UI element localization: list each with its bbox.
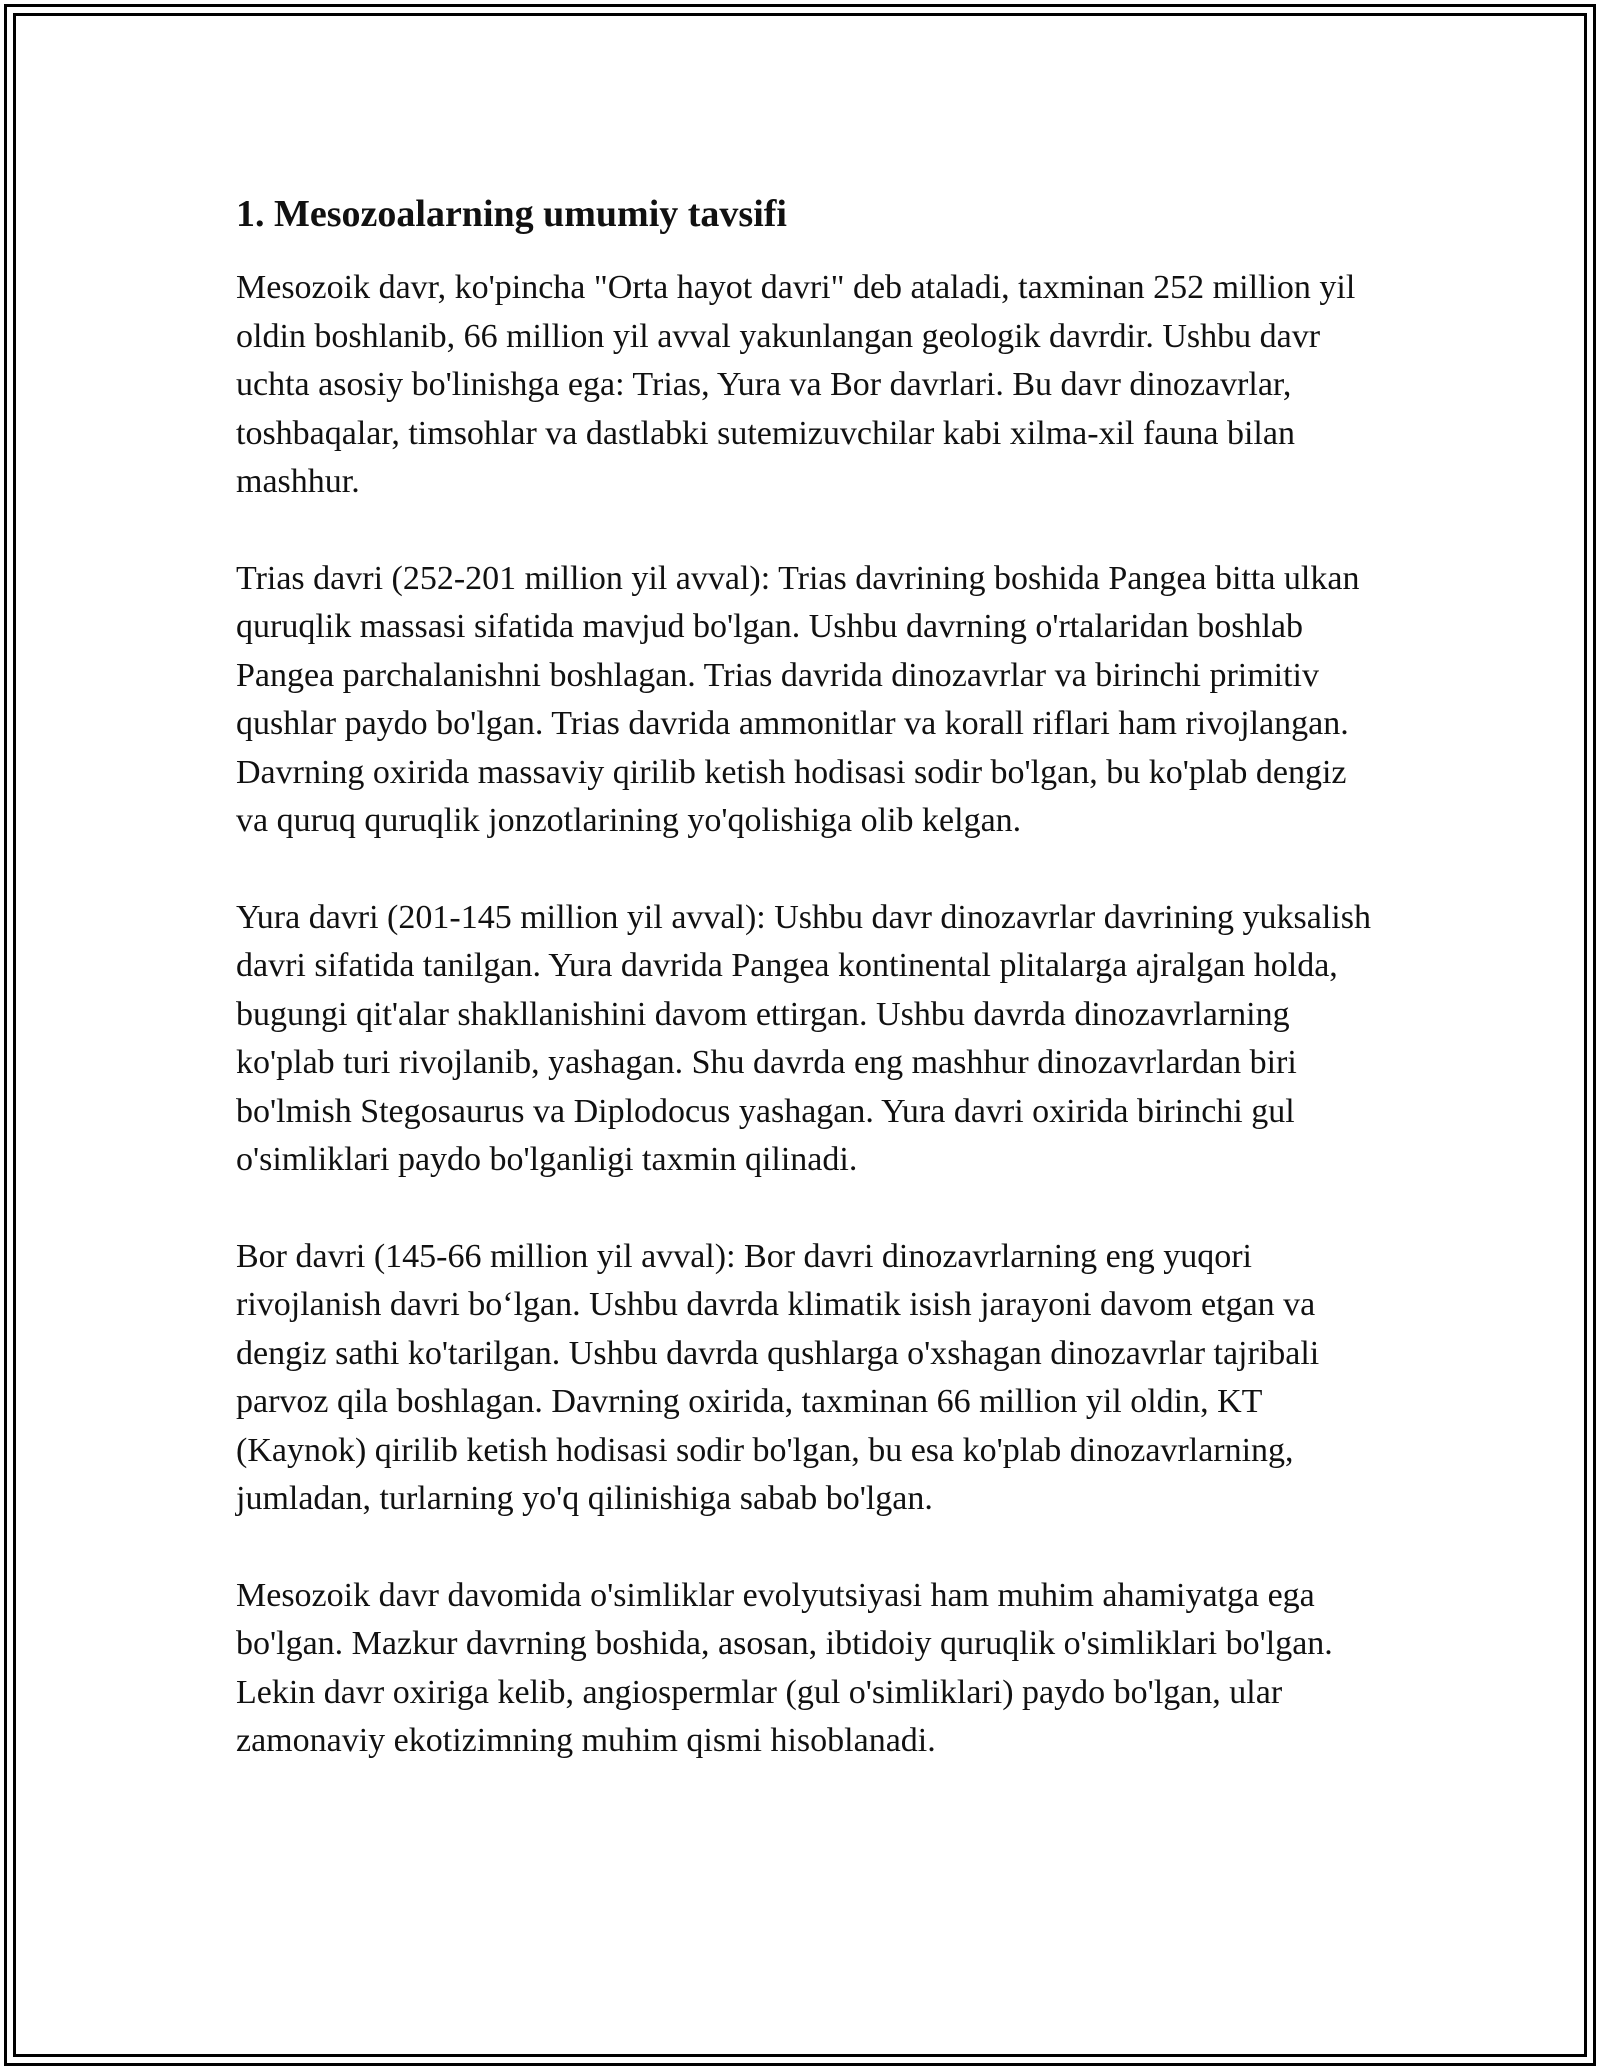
paragraph-jurassic: Yura davri (201-145 million yil avval): Ushbu davr dinozavrlar davrining yuksalish davri sifatida tanilgan. Yura davrida Pangea kontinental plitalarga ajralgan holda, bugungi qit'alar shakllanishini davom ettirgan. Ushbu davrda dinozavrlarning ko'plab turi rivojlanib, yashagan. Shu davrda eng mashhur dinozavrlardan biri bo'lmish Stegosaurus va Diplodocus yashagan. Yura davri oxirida birinchi gul o'simliklari paydo bo'lganligi taxmin qilinadi. xyxy=(236,898,1371,1178)
paragraph-plants: Mesozoik davr davomida o'simliklar evolyutsiyasi ham muhim ahamiyatga ega bo'lgan. Mazkur davrning boshida, asosan, ibtidoiy quruqlik o'simliklari bo'lgan. Lekin davr oxiriga kelib, angiospermlar (gul o'simliklari) paydo bo'lgan, ular zamonaviy ekotizimning muhim qismi hisoblanadi. xyxy=(236,1576,1333,1759)
paragraph-intro: Mesozoik davr, ko'pincha "Orta hayot davri" deb ataladi, taxminan 252 million yil oldin boshlanib, 66 million yil avval yakunlangan geologik davrdir. Ushbu davr uchta asosiy bo'linishga ega: Trias, Yura va Bor davrlari. Bu davr dinozavrlar, toshbaqalar, timsohlar va dastlabki sutemizuvchilar kabi xilma-xil fauna bilan mashhur. xyxy=(236,269,1356,500)
document-body xyxy=(236,186,1376,1814)
section-heading: 1. Mesozoalarning umumiy tavsifi xyxy=(236,193,787,235)
paragraph-cretaceous: Bor davri (145-66 million yil avval): Bor davri dinozavrlarning eng yuqori rivojlanish davri bo‘lgan. Ushbu davrda klimatik isish jarayoni davom etgan va dengiz sathi ko'tarilgan. Ushbu davrda qushlarga o'xshagan dinozavrlar tajribali parvoz qila boshlagan. Davrning oxirida, taxminan 66 million yil oldin, KT (Kaynok) qirilib ketish hodisasi sodir bo'lgan, bu esa ko'plab dinozavrlarning, jumladan, turlarning yo'q qilinishiga sabab bo'lgan. xyxy=(236,1237,1320,1517)
paragraph-triassic: Trias davri (252-201 million yil avval): Trias davrining boshida Pangea bitta ulkan quruqlik massasi sifatida mavjud bo'lgan. Ushbu davrning o'rtalaridan boshlab Pangea parchalanishni boshlagan. Trias davrida dinozavrlar va birinchi primitiv qushlar paydo bo'lgan. Trias davrida ammonitlar va korall riflari ham rivojlangan. Davrning oxirida massaviy qirilib ketish hodisasi sodir bo'lgan, bu ko'plab dengiz va quruq quruqlik jonzotlarining yo'qolishiga olib kelgan. xyxy=(236,559,1360,839)
